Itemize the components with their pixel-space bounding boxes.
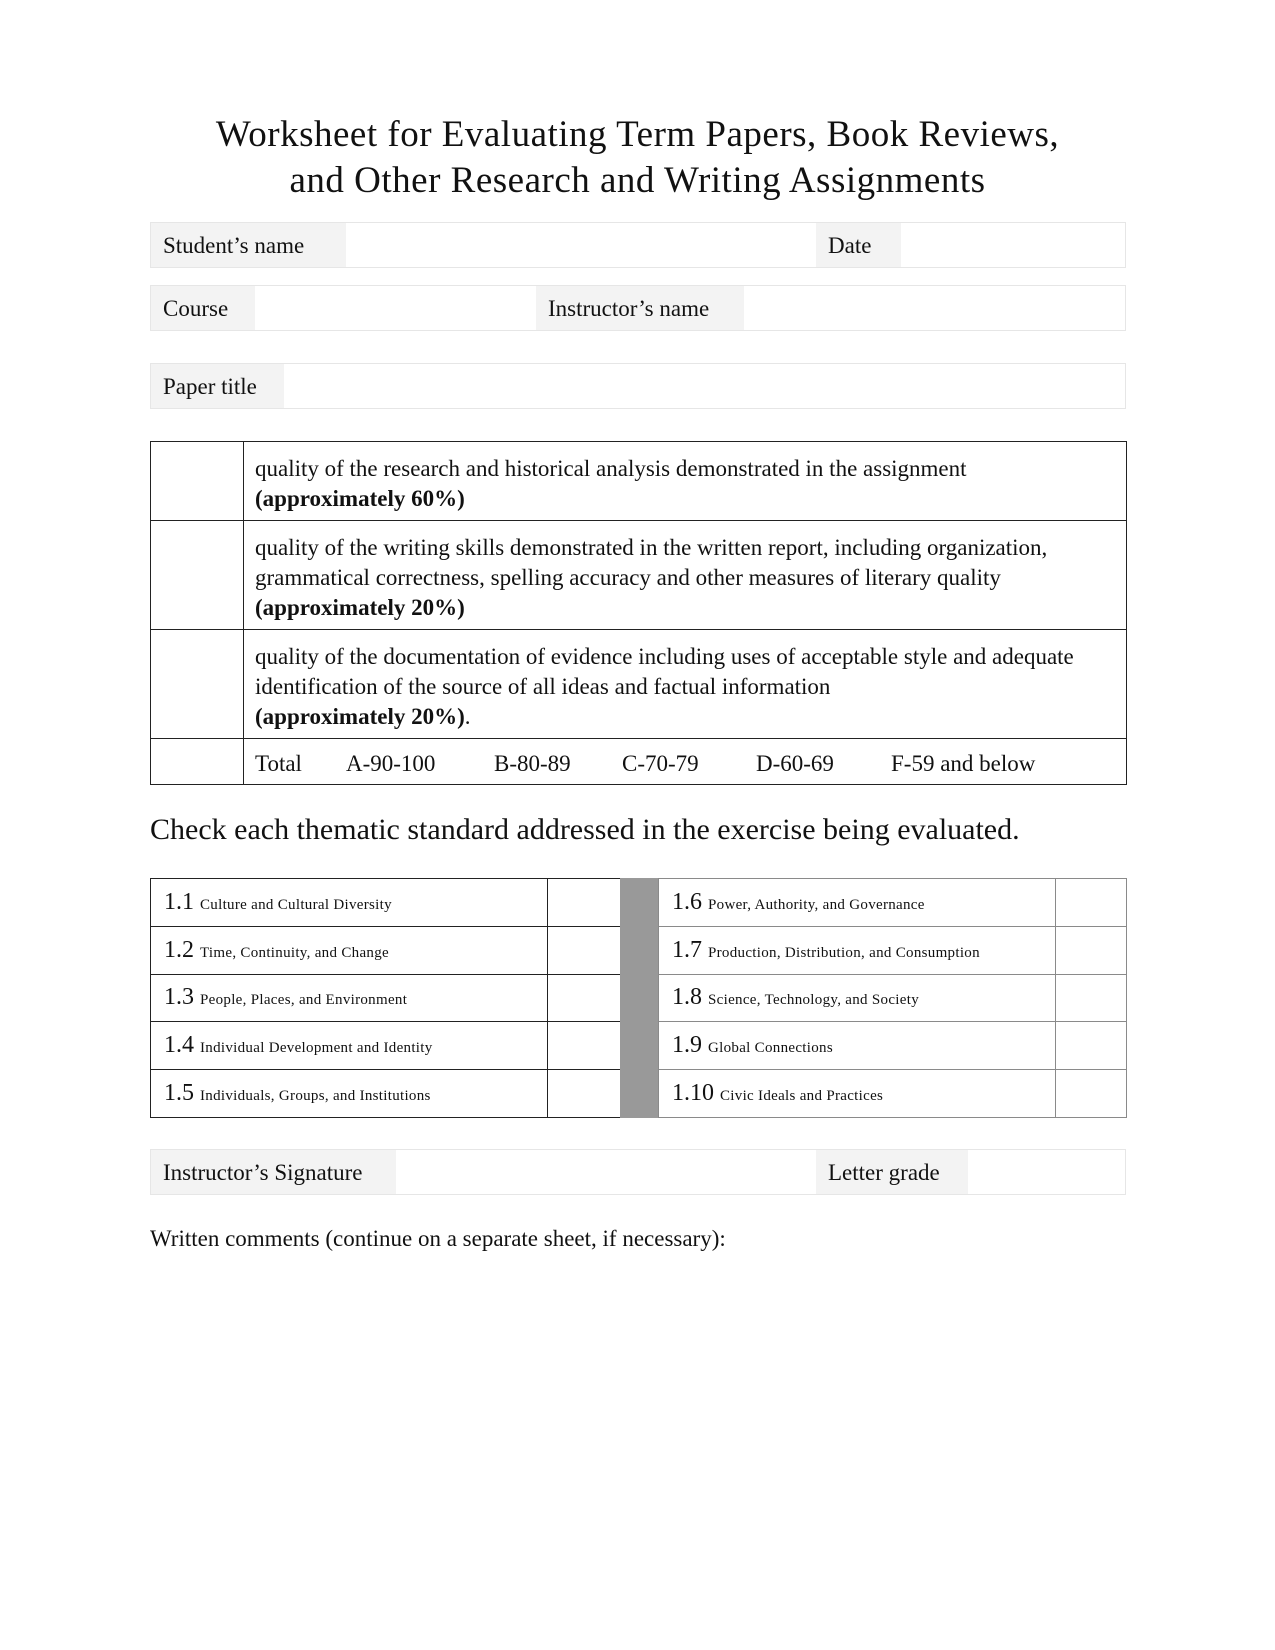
standard-checkbox[interactable] — [548, 926, 621, 974]
grade-a: A-90-100 — [346, 751, 436, 776]
criterion-suffix: . — [464, 704, 471, 729]
standard-checkbox[interactable] — [548, 879, 621, 927]
instructor-name-label: Instructor’s name — [536, 286, 744, 330]
standard-row — [659, 974, 1127, 1022]
rubric-criterion — [244, 521, 1127, 630]
letter-grade-field[interactable] — [968, 1150, 1125, 1194]
standard-label: 1.5 Individuals, Groups, and Institutions — [151, 1070, 548, 1118]
standard-checkbox[interactable] — [548, 1022, 621, 1070]
rubric-score-cell[interactable] — [151, 521, 244, 630]
instructor-name-field[interactable] — [744, 286, 1125, 330]
rubric-criterion — [244, 442, 1127, 521]
criterion-weight: (approximately 60%) — [255, 486, 465, 511]
written-comments-label: Written comments (continue on a separate sheet, if necessary): — [150, 1226, 726, 1251]
student-name-label: Student’s name — [151, 223, 346, 267]
standard-row — [151, 1022, 621, 1070]
date-label: Date — [816, 223, 901, 267]
student-name-field[interactable] — [346, 223, 816, 267]
date-field[interactable] — [901, 223, 1125, 267]
title-line-1: Worksheet for Evaluating Term Papers, Book Reviews, — [215, 114, 1060, 155]
paper-title-row — [150, 363, 1126, 409]
standard-row — [151, 974, 621, 1022]
standard-label: 1.4 Individual Development and Identity — [151, 1022, 548, 1070]
thematic-standards-grid — [150, 878, 1127, 1118]
total-score-cell[interactable] — [151, 739, 244, 785]
standard-label: 1.8 Science, Technology, and Society — [659, 974, 1056, 1022]
standard-checkbox[interactable] — [548, 974, 621, 1022]
grade-c: C-70-79 — [622, 751, 699, 776]
course-field[interactable] — [255, 286, 536, 330]
divider-shaded-column — [620, 878, 658, 1118]
total-row — [151, 739, 1127, 785]
criterion-text: quality of the research and historical analysis demonstrated in the assignment — [255, 456, 967, 481]
criterion-text: quality of the documentation of evidence including uses of acceptable style and adequate identification of the source of all ideas and factual information — [255, 644, 1074, 699]
grade-b: B-80-89 — [494, 751, 571, 776]
student-date-row — [150, 222, 1126, 268]
title-line-2: and Other Research and Writing Assignments — [289, 160, 986, 201]
rubric-row — [151, 630, 1127, 739]
rubric-criterion — [244, 630, 1127, 739]
standard-label: 1.9 Global Connections — [659, 1022, 1056, 1070]
standard-checkbox[interactable] — [548, 1070, 621, 1118]
standard-row — [151, 1070, 621, 1118]
standard-checkbox[interactable] — [1056, 926, 1127, 974]
course-instructor-row — [150, 285, 1126, 331]
rubric-row — [151, 442, 1127, 521]
standard-row — [659, 1070, 1127, 1118]
letter-grade-label: Letter grade — [816, 1150, 968, 1194]
paper-title-field[interactable] — [284, 364, 1125, 408]
total-label: Total — [255, 751, 302, 776]
standard-checkbox[interactable] — [1056, 974, 1127, 1022]
standards-left-column — [150, 878, 621, 1118]
standard-label: 1.3 People, Places, and Environment — [151, 974, 548, 1022]
check-standards-heading: Check each thematic standard addressed in the exercise being evaluated. — [150, 813, 1020, 846]
standard-row — [151, 926, 621, 974]
instructor-signature-label: Instructor’s Signature — [151, 1150, 396, 1194]
standard-checkbox[interactable] — [1056, 1070, 1127, 1118]
standard-row — [659, 926, 1127, 974]
standard-label: 1.10 Civic Ideals and Practices — [659, 1070, 1056, 1118]
signature-grade-row — [150, 1149, 1126, 1195]
standard-row — [659, 1022, 1127, 1070]
instructor-signature-field[interactable] — [396, 1150, 816, 1194]
rubric-score-cell[interactable] — [151, 442, 244, 521]
standard-label: 1.2 Time, Continuity, and Change — [151, 926, 548, 974]
criterion-weight: (approximately 20%) — [255, 704, 465, 729]
rubric-row — [151, 521, 1127, 630]
rubric-table — [150, 441, 1127, 785]
criterion-text: quality of the writing skills demonstrated in the written report, including organization, grammatical correctness, spelling accuracy and other measures of literary quality — [255, 535, 1048, 590]
standard-label: 1.7 Production, Distribution, and Consumption — [659, 926, 1056, 974]
standard-checkbox[interactable] — [1056, 879, 1127, 927]
standard-checkbox[interactable] — [1056, 1022, 1127, 1070]
course-label: Course — [151, 286, 255, 330]
standard-row — [151, 879, 621, 927]
standard-row — [659, 879, 1127, 927]
criterion-weight: (approximately 20%) — [255, 595, 465, 620]
standard-label: 1.1 Culture and Cultural Diversity — [151, 879, 548, 927]
worksheet-title — [0, 112, 1275, 204]
grade-scale — [244, 739, 1127, 785]
rubric-score-cell[interactable] — [151, 630, 244, 739]
standard-label: 1.6 Power, Authority, and Governance — [659, 879, 1056, 927]
grade-d: D-60-69 — [756, 751, 834, 776]
standards-right-column — [658, 878, 1127, 1118]
grade-f: F-59 and below — [891, 751, 1036, 776]
paper-title-label: Paper title — [151, 364, 284, 408]
